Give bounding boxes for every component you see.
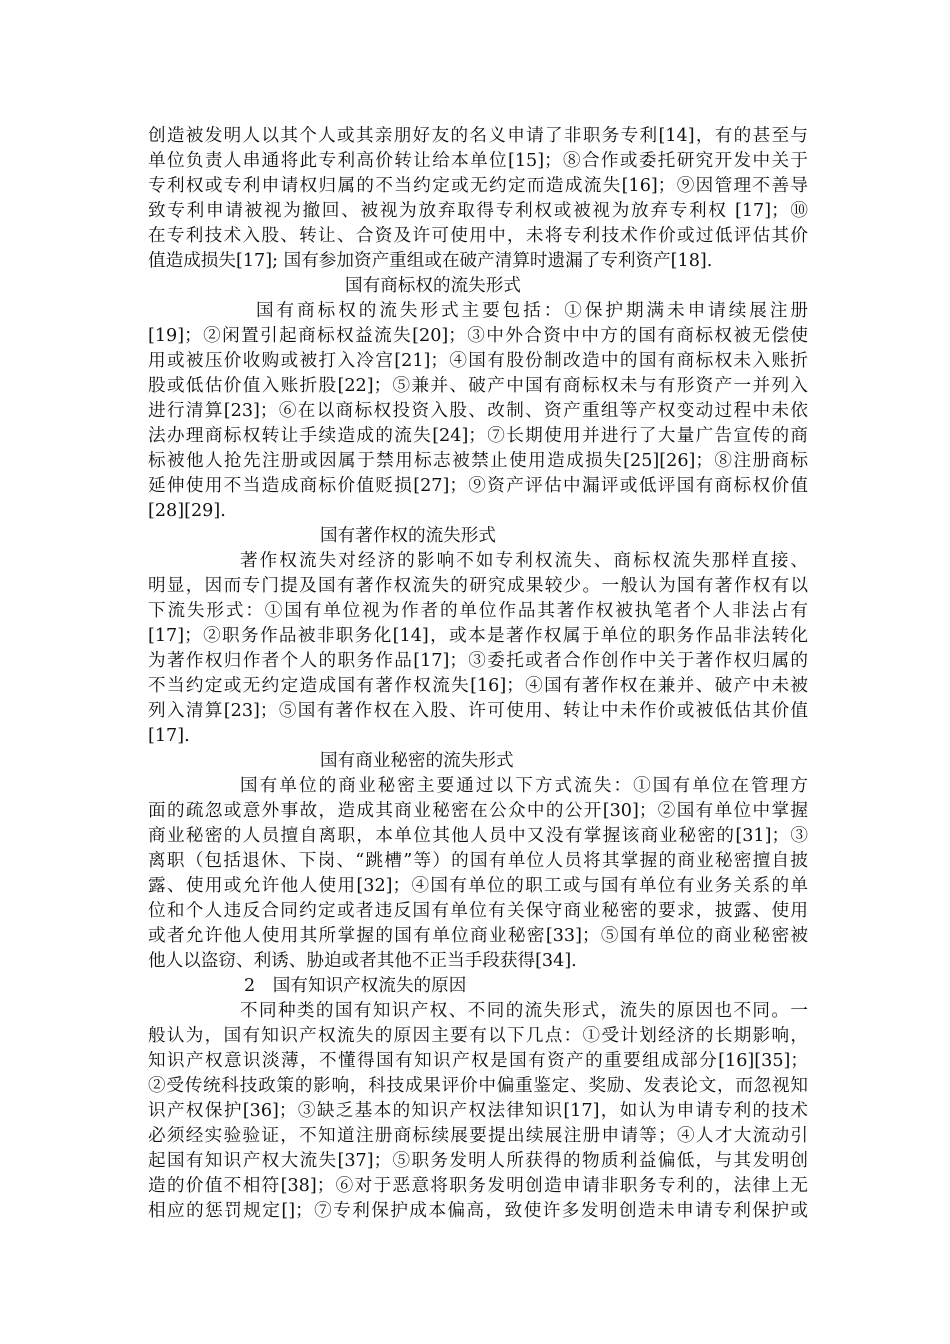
- body-text-line: 面的疏忽或意外事故，造成其商业秘密在公众中的公开[30]；②国有单位中掌握: [148, 801, 808, 821]
- paragraph-first-line: 不同种类的国有知识产权、不同的流失形式，流失的原因也不同。一: [240, 1001, 808, 1021]
- body-text-line: 法办理商标权转让手续造成的流失[24]；⑦长期使用并进行了大量广告宣传的商: [148, 426, 808, 446]
- body-text-line: 明显，因而专门提及国有著作权流失的研究成果较少。一般认为国有著作权有以: [148, 576, 808, 596]
- paragraph-first-line: 国有商标权的流失形式主要包括：①保护期满未申请续展注册: [256, 301, 808, 321]
- section-heading-trade-secret: 国有商业秘密的流失形式: [320, 751, 514, 771]
- body-text-line: [28][29].: [148, 501, 226, 521]
- paragraph-first-line: 国有单位的商业秘密主要通过以下方式流失：①国有单位在管理方: [240, 776, 808, 796]
- body-text-line: 起国有知识产权大流失[37]；⑤职务发明人所获得的物质利益偏低，与其发明创: [148, 1151, 808, 1171]
- body-text-line: 列入清算[23]；⑤国有著作权在入股、许可使用、转让中未作价或被低估其价值: [148, 701, 808, 721]
- body-text-line: [17].: [148, 726, 190, 746]
- body-text-line: 为著作权归作者个人的职务作品[17]；③委托或者合作创作中关于著作权归属的: [148, 651, 808, 671]
- body-text-line: 离职（包括退休、下岗、“跳槽”等）的国有单位人员将其掌握的商业秘密擅自披: [148, 851, 808, 871]
- section-heading-copyright: 国有著作权的流失形式: [320, 526, 496, 546]
- body-text-line: 相应的惩罚规定[]；⑦专利保护成本偏高，致使许多发明创造未申请专利保护或: [148, 1201, 808, 1221]
- body-text-line: 下流失形式：①国有单位视为作者的单位作品其著作权被执笔者个人非法占有: [148, 601, 808, 621]
- body-text-line: 造的价值不相符[38]；⑥对于恶意将职务发明创造申请非职务专利的，法律上无: [148, 1176, 808, 1196]
- body-text-line: 标被他人抢先注册或因属于禁用标志被禁止使用造成损失[25][26]；⑧注册商标: [148, 451, 808, 471]
- body-text-line: 识产权保护[36]；③缺乏基本的知识产权法律知识[17]，如认为申请专利的技术: [148, 1101, 808, 1121]
- body-text-line: 股或低估价值入账折股[22]；⑤兼并、破产中国有商标权未与有形资产一并列入: [148, 376, 808, 396]
- body-text-line: 致专利申请被视为撤回、被视为放弃取得专利权或被视为放弃专利权 [17]；⑩: [148, 201, 808, 221]
- body-text-line: 知识产权意识淡薄，不懂得国有知识产权是国有资产的重要组成部分[16][35]；: [148, 1051, 808, 1071]
- body-text-line: 露、使用或允许他人使用[32]；④国有单位的职工或与国有单位有业务关系的单: [148, 876, 808, 896]
- body-text-line: 专利权或专利申请权归属的不当约定或无约定而造成流失[16]；⑨因管理不善导: [148, 176, 808, 196]
- body-text-line: 进行清算[23]；⑥在以商标权投资入股、改制、资产重组等产权变动过程中未依: [148, 401, 808, 421]
- body-text-line: 用或被压价收购或被打入冷宫[21]；④国有股份制改造中的国有商标权未入账折: [148, 351, 808, 371]
- body-text-line: 位和个人违反合同约定或者违反国有单位有关保守商业秘密的要求，披露、使用: [148, 901, 808, 921]
- paragraph-first-line: 著作权流失对经济的影响不如专利权流失、商标权流失那样直接、: [240, 551, 808, 571]
- body-text-line: 他人以盗窃、利诱、胁迫或者其他不正当手段获得[34].: [148, 951, 577, 971]
- body-text-line: 在专利技术入股、转让、合资及许可使用中，未将专利技术作价或过低评估其价: [148, 226, 808, 246]
- section-heading-causes: 2 国有知识产权流失的原因: [244, 976, 467, 996]
- body-text-line: 值造成损失[17]; 国有参加资产重组或在破产清算时遗漏了专利资产[18].: [148, 251, 713, 271]
- body-text-line: 或者允许他人使用其所掌握的国有单位商业秘密[33]；⑤国有单位的商业秘密被: [148, 926, 808, 946]
- body-text-line: 延伸使用不当造成商标价值贬损[27]；⑨资产评估中漏评或低评国有商标权价值: [148, 476, 808, 496]
- body-text-line: [19]；②闲置引起商标权益流失[20]；③中外合资中中方的国有商标权被无偿使: [148, 326, 808, 346]
- body-text-line: 创造被发明人以其个人或其亲朋好友的名义申请了非职务专利[14]，有的甚至与: [148, 126, 808, 146]
- body-text-line: 单位负责人串通将此专利高价转让给本单位[15]；⑧合作或委托研究开发中关于: [148, 151, 808, 171]
- body-text-line: 必须经实验验证，不知道注册商标续展要提出续展注册申请等；④人才大流动引: [148, 1126, 808, 1146]
- section-heading-trademark: 国有商标权的流失形式: [345, 276, 521, 296]
- body-text-line: ②受传统科技政策的影响，科技成果评价中偏重鉴定、奖励、发表论文，而忽视知: [148, 1076, 808, 1096]
- body-text-line: 商业秘密的人员擅自离职，本单位其他人员中又没有掌握该商业秘密的[31]；③: [148, 826, 808, 846]
- body-text-line: 不当约定或无约定造成国有著作权流失[16]；④国有著作权在兼并、破产中未被: [148, 676, 808, 696]
- body-text-line: 般认为，国有知识产权流失的原因主要有以下几点：①受计划经济的长期影响，: [148, 1026, 808, 1046]
- body-text-line: [17]；②职务作品被非职务化[14]，或本是著作权属于单位的职务作品非法转化: [148, 626, 808, 646]
